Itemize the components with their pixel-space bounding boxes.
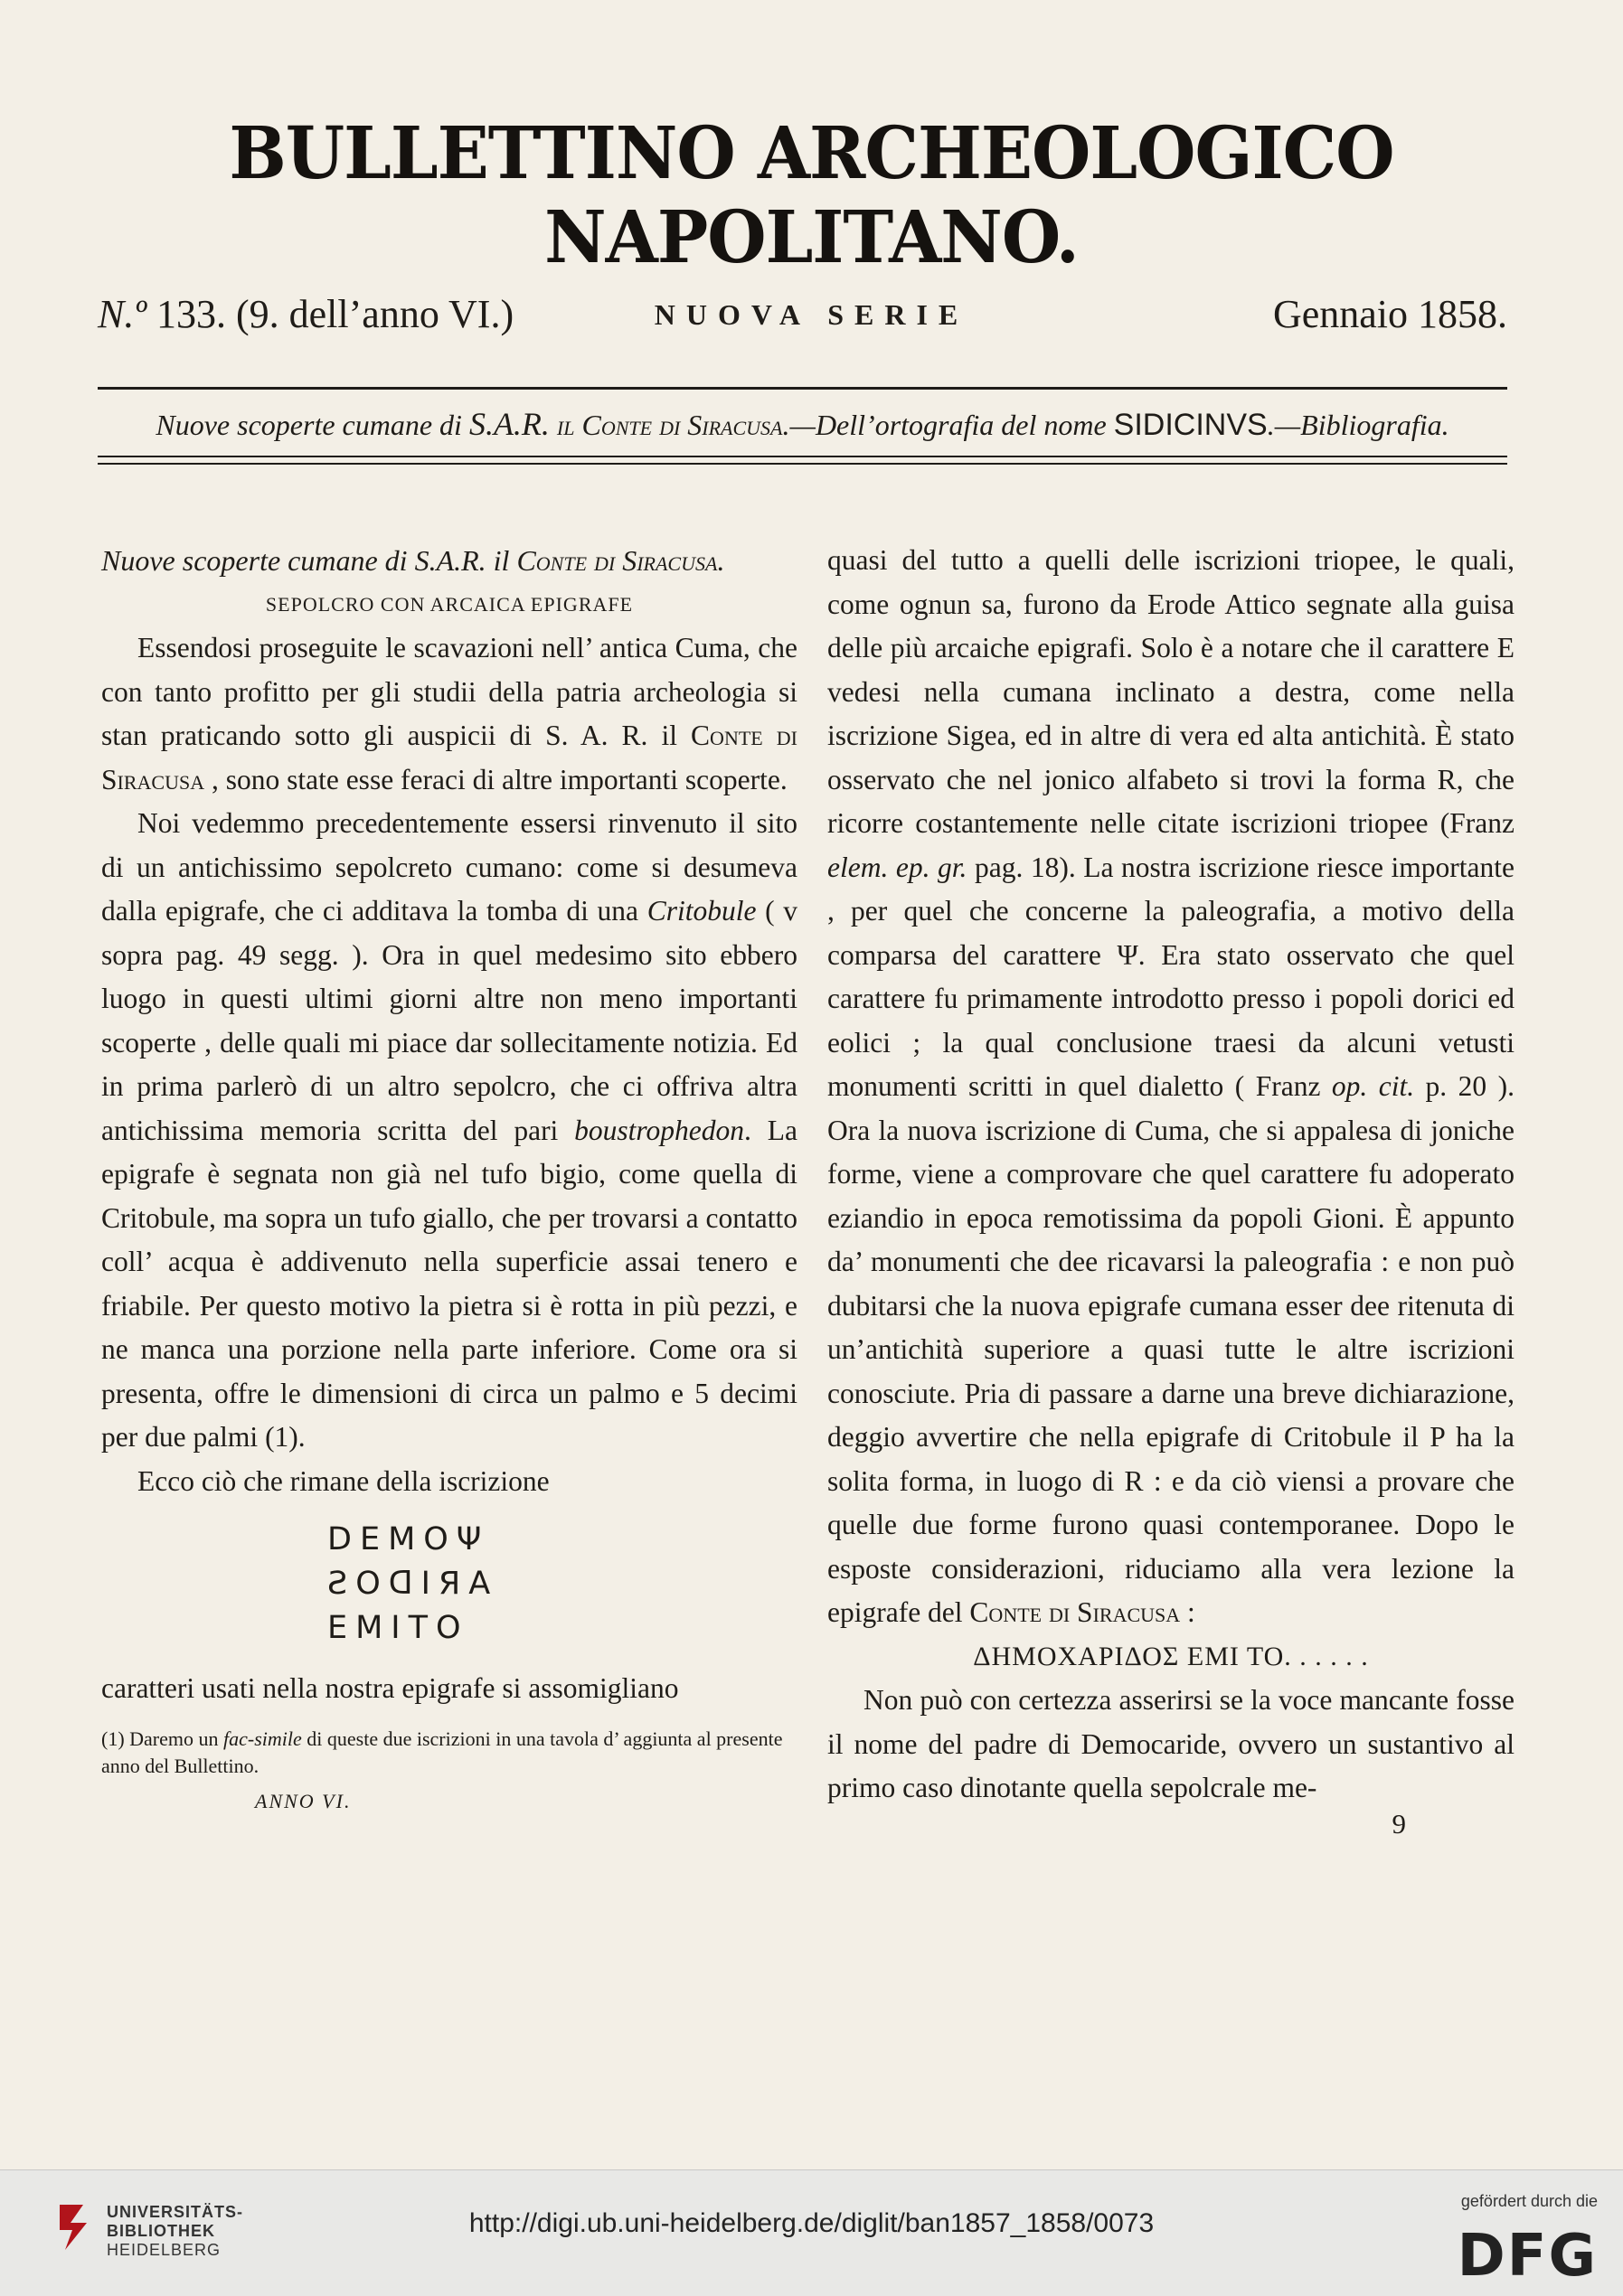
p1-text-c: , sono state esse feraci di altre importanti scoperte.: [204, 763, 788, 795]
rp1-b: elem. ep. gr.: [827, 851, 967, 883]
paragraph-2: [101, 802, 797, 1460]
issue-prefix: N.º: [98, 292, 146, 336]
funding-label: gefördert durch die: [1460, 2192, 1598, 2210]
rp1-e: p. 20 ). Ora la nuova iscrizione di Cuma, che si appalesa di joniche forme, viene a comprovare che quel carattere fu adoperato eziandio in epoca remotissima da popoli Gioni. È appunto da’ monumenti che dee ricavarsi la paleografia : e non può dubitarsi che la nuova epigrafe cumana esser dee ritenuta di un’antichità superiore a quasi tutte le altre iscrizioni conosciute. Pria di passare a darne una breve dichiarazione, deggio avvertire che nella epigrafe di Critobule il P ha la solita forma, in luogo di R : e da ciò viensi a provare che quelle due forme furono quasi contemporanee. Dopo le esposte considerazioni, riduciamo alla vera lezione la epigrafe del: [827, 1070, 1514, 1628]
viewer-footer: [0, 2169, 1623, 2296]
paragraph-3: Ecco ciò che rimane della iscrizione: [137, 1464, 550, 1497]
footnote: [101, 1726, 797, 1780]
contents-part1c: il Conte di Siracusa: [549, 409, 783, 441]
contents-part1d: .—Dell’ortografia del nome: [782, 409, 1114, 441]
inscription-line-2: ƧOᗡIЯA: [327, 1566, 499, 1602]
issue-sub: (9. dell’anno VI.): [236, 292, 514, 336]
right-paragraph-2: Non può con certezza asserirsi se la voce mancante fosse il nome del padre di Democaride, ovvero un sustantivo al primo caso dinotante quella sepolcrale me-: [827, 1684, 1514, 1803]
greek-reading: ΔΗΜΟΧΑΡΙΔΟΣ ΕΜΙ ΤΟ. . . . . .: [973, 1641, 1369, 1671]
p2-text-d: boustrophedon: [574, 1114, 745, 1146]
rule-bottom-1: [98, 456, 1507, 457]
rp1-f: Conte di Siracusa: [969, 1596, 1181, 1628]
footnote-b: fac-simile: [223, 1727, 302, 1750]
heading-b: S.A.R.: [414, 544, 486, 577]
series-label: NUOVA SERIE: [654, 298, 969, 331]
issue-number: [98, 291, 514, 337]
rp1-a: quasi del tutto a quelli delle iscrizioni triopee, le quali, come ognun sa, furono da Erode Attico segnate alla guisa delle più arcaiche epigrafi. Solo è a notare che il carattere E vedesi nella cumana inclinato a destra, come nella iscrizione Sigea, ed in altre di vera ed alta antichità. È stato osservato che nel jonico alfabeto si trovi la forma R, che ricorre costantemente nelle citate iscrizioni triopee (Franz: [827, 544, 1514, 839]
inscription-line-1: DEMOΨ: [327, 1521, 490, 1557]
paragraph-1: [101, 626, 797, 802]
p1-text-b: Conte di Siracusa: [101, 720, 797, 795]
contents-part1a: Nuove scoperte cumane di: [156, 409, 469, 441]
heading-e: .: [717, 544, 725, 577]
issue-number-value: 133.: [156, 292, 226, 336]
section-subheading: SEPOLCRO CON ARCAICA EPIGRAFE: [265, 592, 634, 616]
page-number: 9: [1392, 1807, 1406, 1840]
p1-text-a: Essendosi proseguite le scavazioni nell’ antica Cuma, che con tanto profitto per gli studii della patria archeologia si stan praticando sotto gli auspicii di S. A. R. il: [101, 632, 797, 751]
contents-part1b: S.A.R.: [468, 406, 550, 442]
issue-date: Gennaio 1858.: [1272, 292, 1507, 336]
rp1-d: op. cit.: [1331, 1070, 1415, 1102]
right-paragraph-1: [827, 539, 1514, 1635]
contents-part3: .—Bibliografia.: [1267, 409, 1449, 441]
inscription-block: [327, 1518, 508, 1651]
footnote-a: (1) Daremo un: [101, 1727, 224, 1750]
heading-a: Nuove scoperte cumane di: [101, 544, 415, 577]
rule-top: [98, 387, 1507, 390]
paragraph-4: caratteri usati nella nostra epigrafe si assomigliano: [101, 1672, 679, 1704]
table-of-contents: [98, 405, 1507, 443]
rule-bottom-2: [98, 463, 1507, 465]
library-line-1: UNIVERSITÄTS-: [107, 2203, 244, 2221]
p2-text-c: ( v sopra pag. 49 segg. ). Ora in quel medesimo sito ebbero luogo in questi ultimi giorni altre non meno importanti scoperte , delle quali mi piace dar sollecitamente notizia. Ed in prima parlerò di un altro sepolcro, che ci offriva altra antichissima memoria scritta del pari: [101, 895, 798, 1146]
rp1-g: :: [1180, 1596, 1195, 1628]
journal-title: BULLETTINO ARCHEOLOGICO NAPOLITANO.: [229, 110, 1394, 280]
p2-text-e: . La epigrafe è segnata non già nel tufo bigio, come quella di Critobule, ma sopra un tufo giallo, che per trovarsi a contatto coll’ acqua è addivenuto nella superficie assai tenero e friabile. Per questo motivo la pietra si è rotta in più pezzi, e ne manca una porzione nella parte inferiore. Come ora si presenta, offre le dimensioni di circa un palmo e 5 decimi per due palmi (1).: [101, 1114, 797, 1453]
right-column: [827, 539, 1514, 1838]
footnote-c: di queste due iscrizioni in una tavola d’ aggiunta al presente anno del Bullettino.: [101, 1727, 783, 1777]
p2-text-a: Noi vedemmo precedentemente essersi rinvenuto il sito di un antichissimo sepolcreto cumano: come si desumeva dalla epigrafe, che ci additava la tomba di una: [101, 807, 797, 927]
issue-line: [98, 291, 1507, 337]
permalink-url[interactable]: http://digi.ub.uni-heidelberg.de/diglit/ban1857_1858/0073: [468, 2208, 1155, 2238]
article-heading: [101, 539, 797, 583]
contents-part2: SIDICINVS: [1113, 408, 1268, 442]
library-line-2: BIBLIOTHEK: [107, 2222, 215, 2240]
heading-c: il: [486, 544, 517, 577]
signature-anno: ANNO VI.: [255, 1789, 352, 1812]
inscription-line-3: EMITO: [327, 1610, 469, 1646]
p2-text-b: Critobule: [646, 895, 757, 927]
heading-d: Conte di Siracusa: [516, 544, 718, 577]
library-line-3: HEIDELBERG: [107, 2241, 222, 2259]
left-column: [101, 539, 797, 1823]
rp1-c: pag. 18). La nostra iscrizione riesce importante , per quel che concerne la paleografia, a motivo della comparsa del carattere Ψ. Era stato osservato che quel carattere fu primamente introdotto presso i popoli dorici ed eolici ; la qual conclusione traesi da alcuni vetusti monumenti scritti in quel dialetto ( Franz: [827, 851, 1514, 1102]
dfg-logo[interactable]: DFG: [1457, 2223, 1598, 2290]
